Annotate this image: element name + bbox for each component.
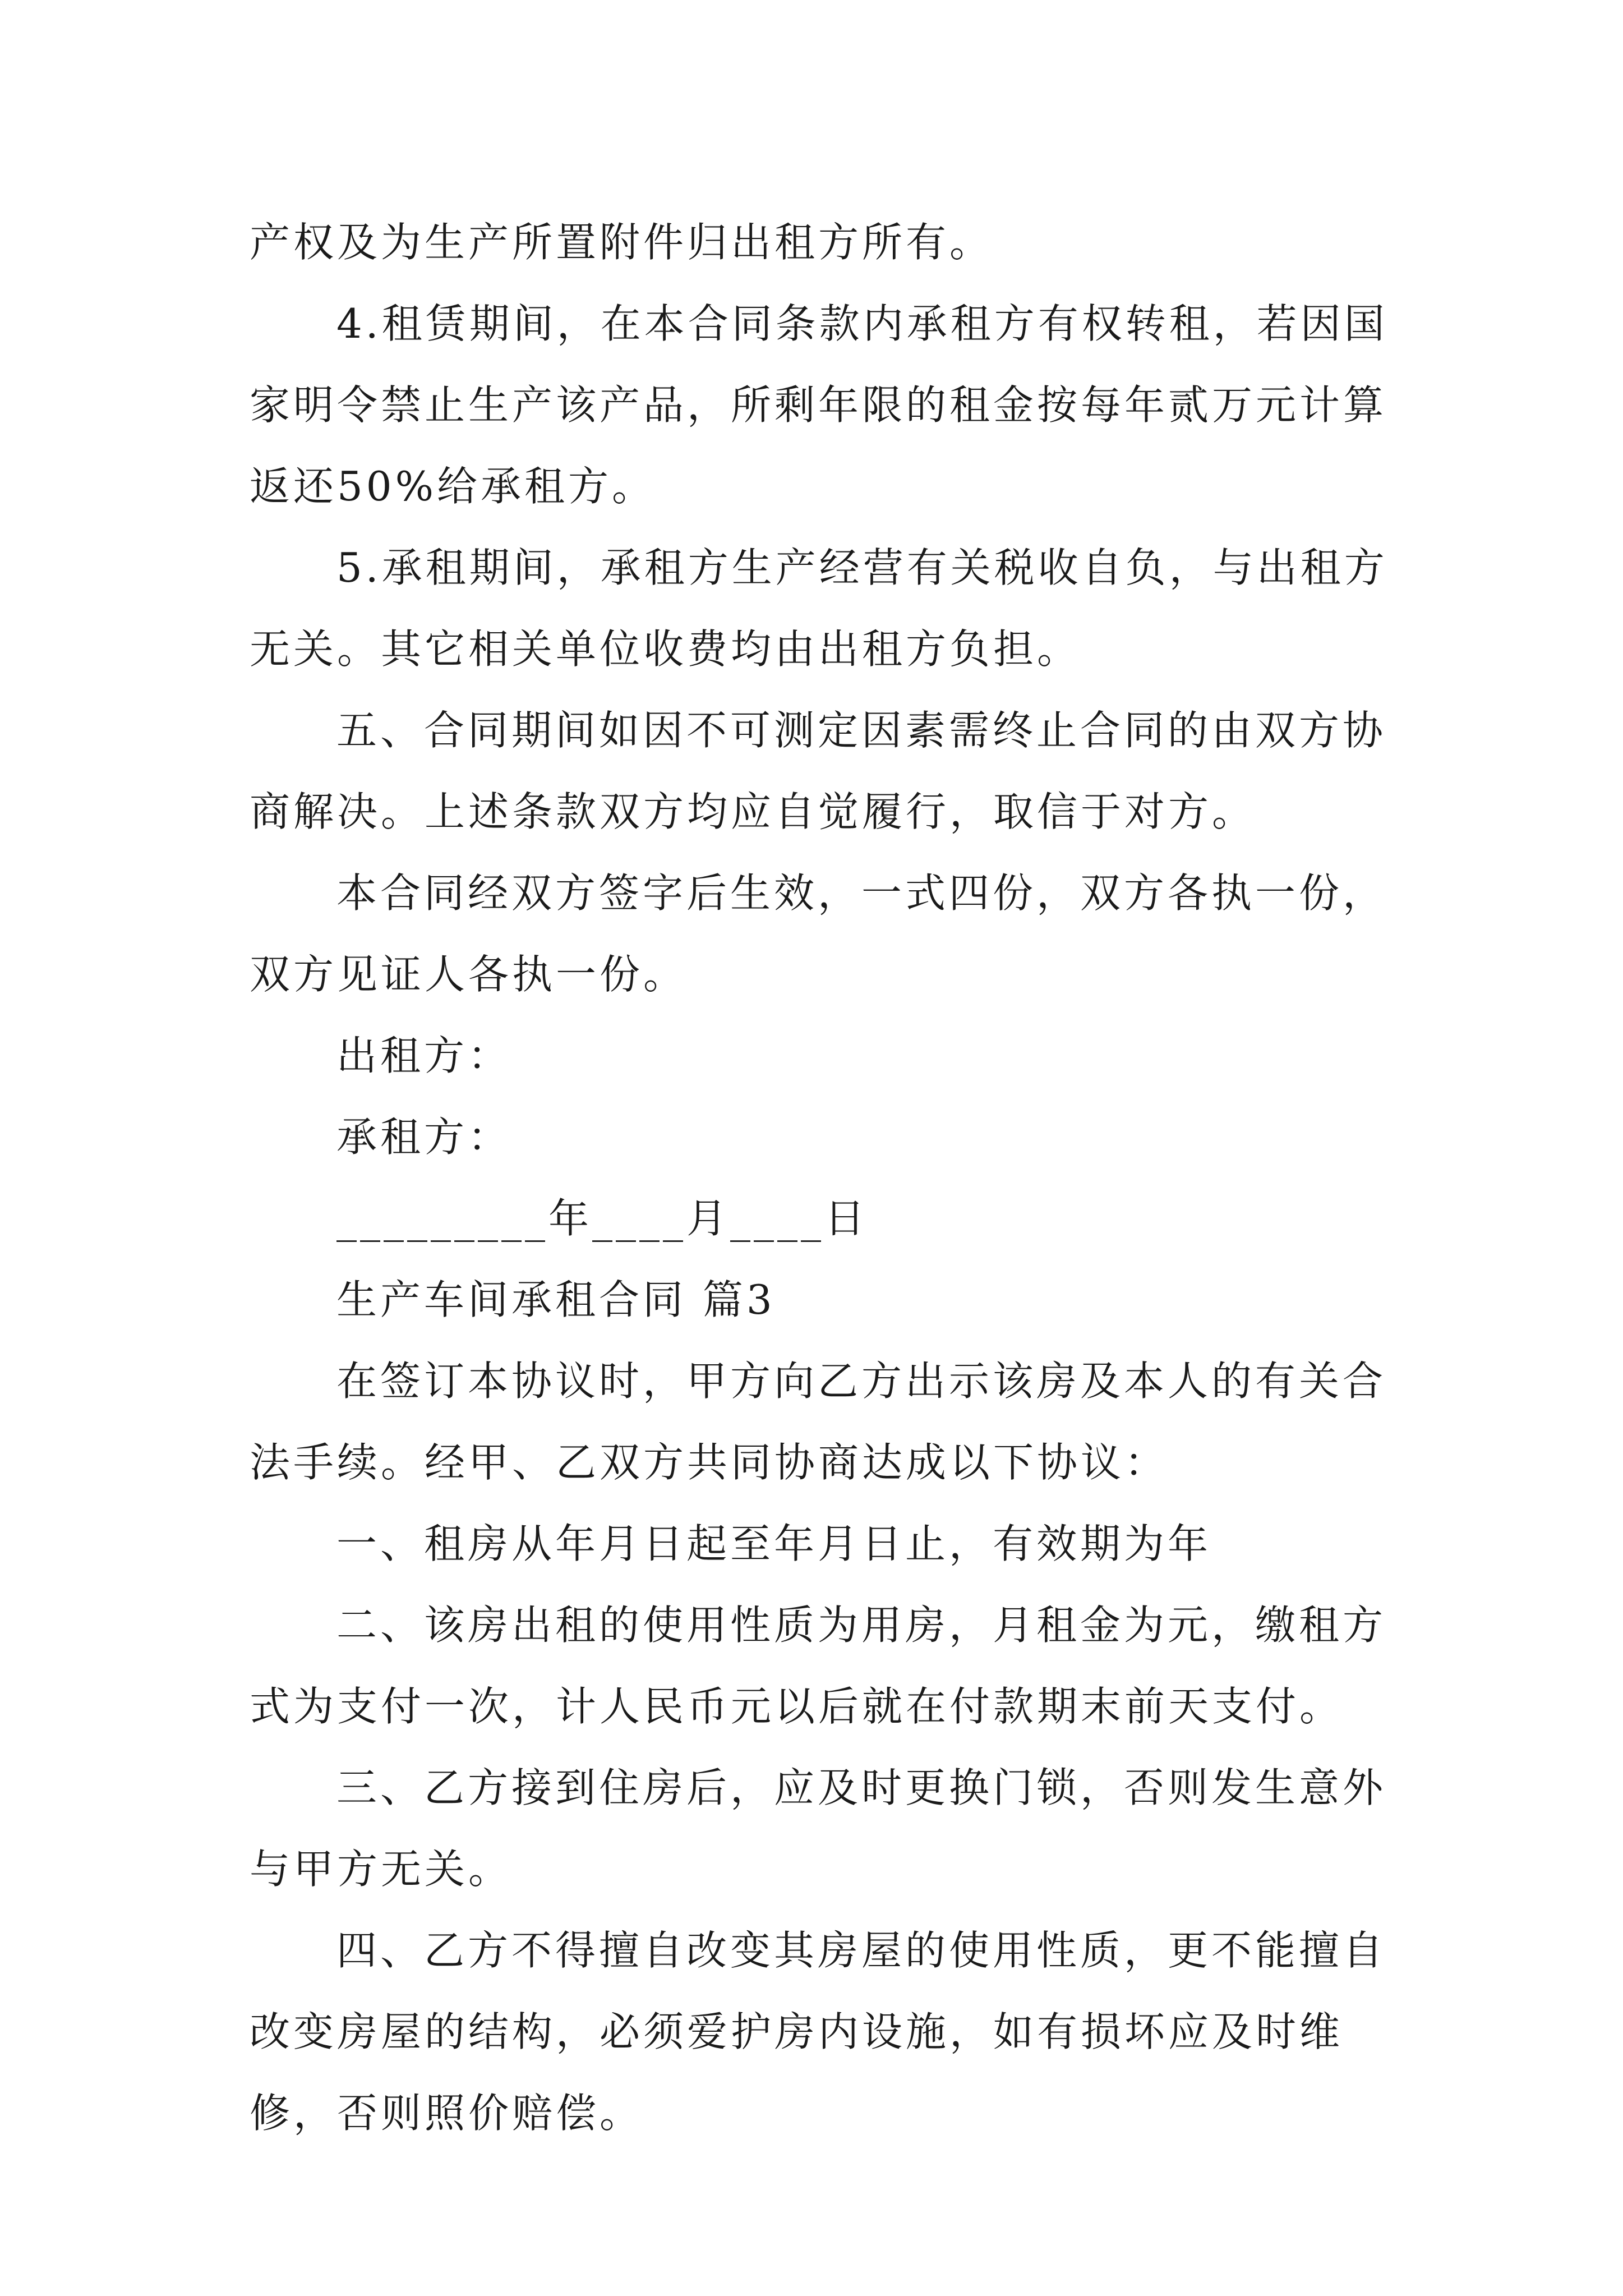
paragraph-item-3: 三、乙方接到住房后，应及时更换门锁，否则发生意外与甲方无关。: [250, 1764, 1387, 1893]
paragraph-agreement-intro: 在签订本协议时，甲方向乙方出示该房及本人的有关合法手续。经甲、乙双方共同协商达成以下协议：: [250, 1358, 1387, 1486]
section-heading: 生产车间承租合同 篇3: [336, 1276, 776, 1323]
paragraph-clause-5: 5.承租期间，承租方生产经营有关税收自负，与出租方无关。其它相关单位收费均由出租方负担。: [250, 544, 1388, 673]
paragraph-effective: 本合同经双方签字后生效，一式四份，双方各执一份，双方见证人各执一份。: [250, 869, 1387, 998]
paragraph-property-rights: 产权及为生产所置附件归出租方所有。: [250, 219, 994, 266]
paragraph-item-1: 一、租房从年月日起至年月日止，有效期为年: [336, 1520, 1212, 1567]
paragraph-item-4: 四、乙方不得擅自改变其房屋的使用性质，更不能擅自改变房屋的结构，必须爱护房内设施，如有损坏应及时维修，否则照价赔偿。: [250, 1927, 1387, 2137]
lessee-label: 承租方：: [336, 1114, 512, 1161]
paragraph-section-5: 五、合同期间如因不可测定因素需终止合同的由双方协商解决。上述条款双方均应自觉履行，取信于对方。: [250, 707, 1387, 835]
paragraph-item-2: 二、该房出租的使用性质为用房，月租金为元，缴租方式为支付一次，计人民币元以后就在付款期末前天支付。: [250, 1602, 1387, 1730]
signature-date-line: _________年____月____日: [336, 1195, 868, 1242]
paragraph-clause-4: 4.租赁期间，在本合同条款内承租方有权转租，若因国家明令禁止生产该产品，所剩年限的租金按每年贰万元计算返还50%给承租方。: [250, 300, 1388, 510]
lessor-label: 出租方：: [336, 1032, 512, 1079]
